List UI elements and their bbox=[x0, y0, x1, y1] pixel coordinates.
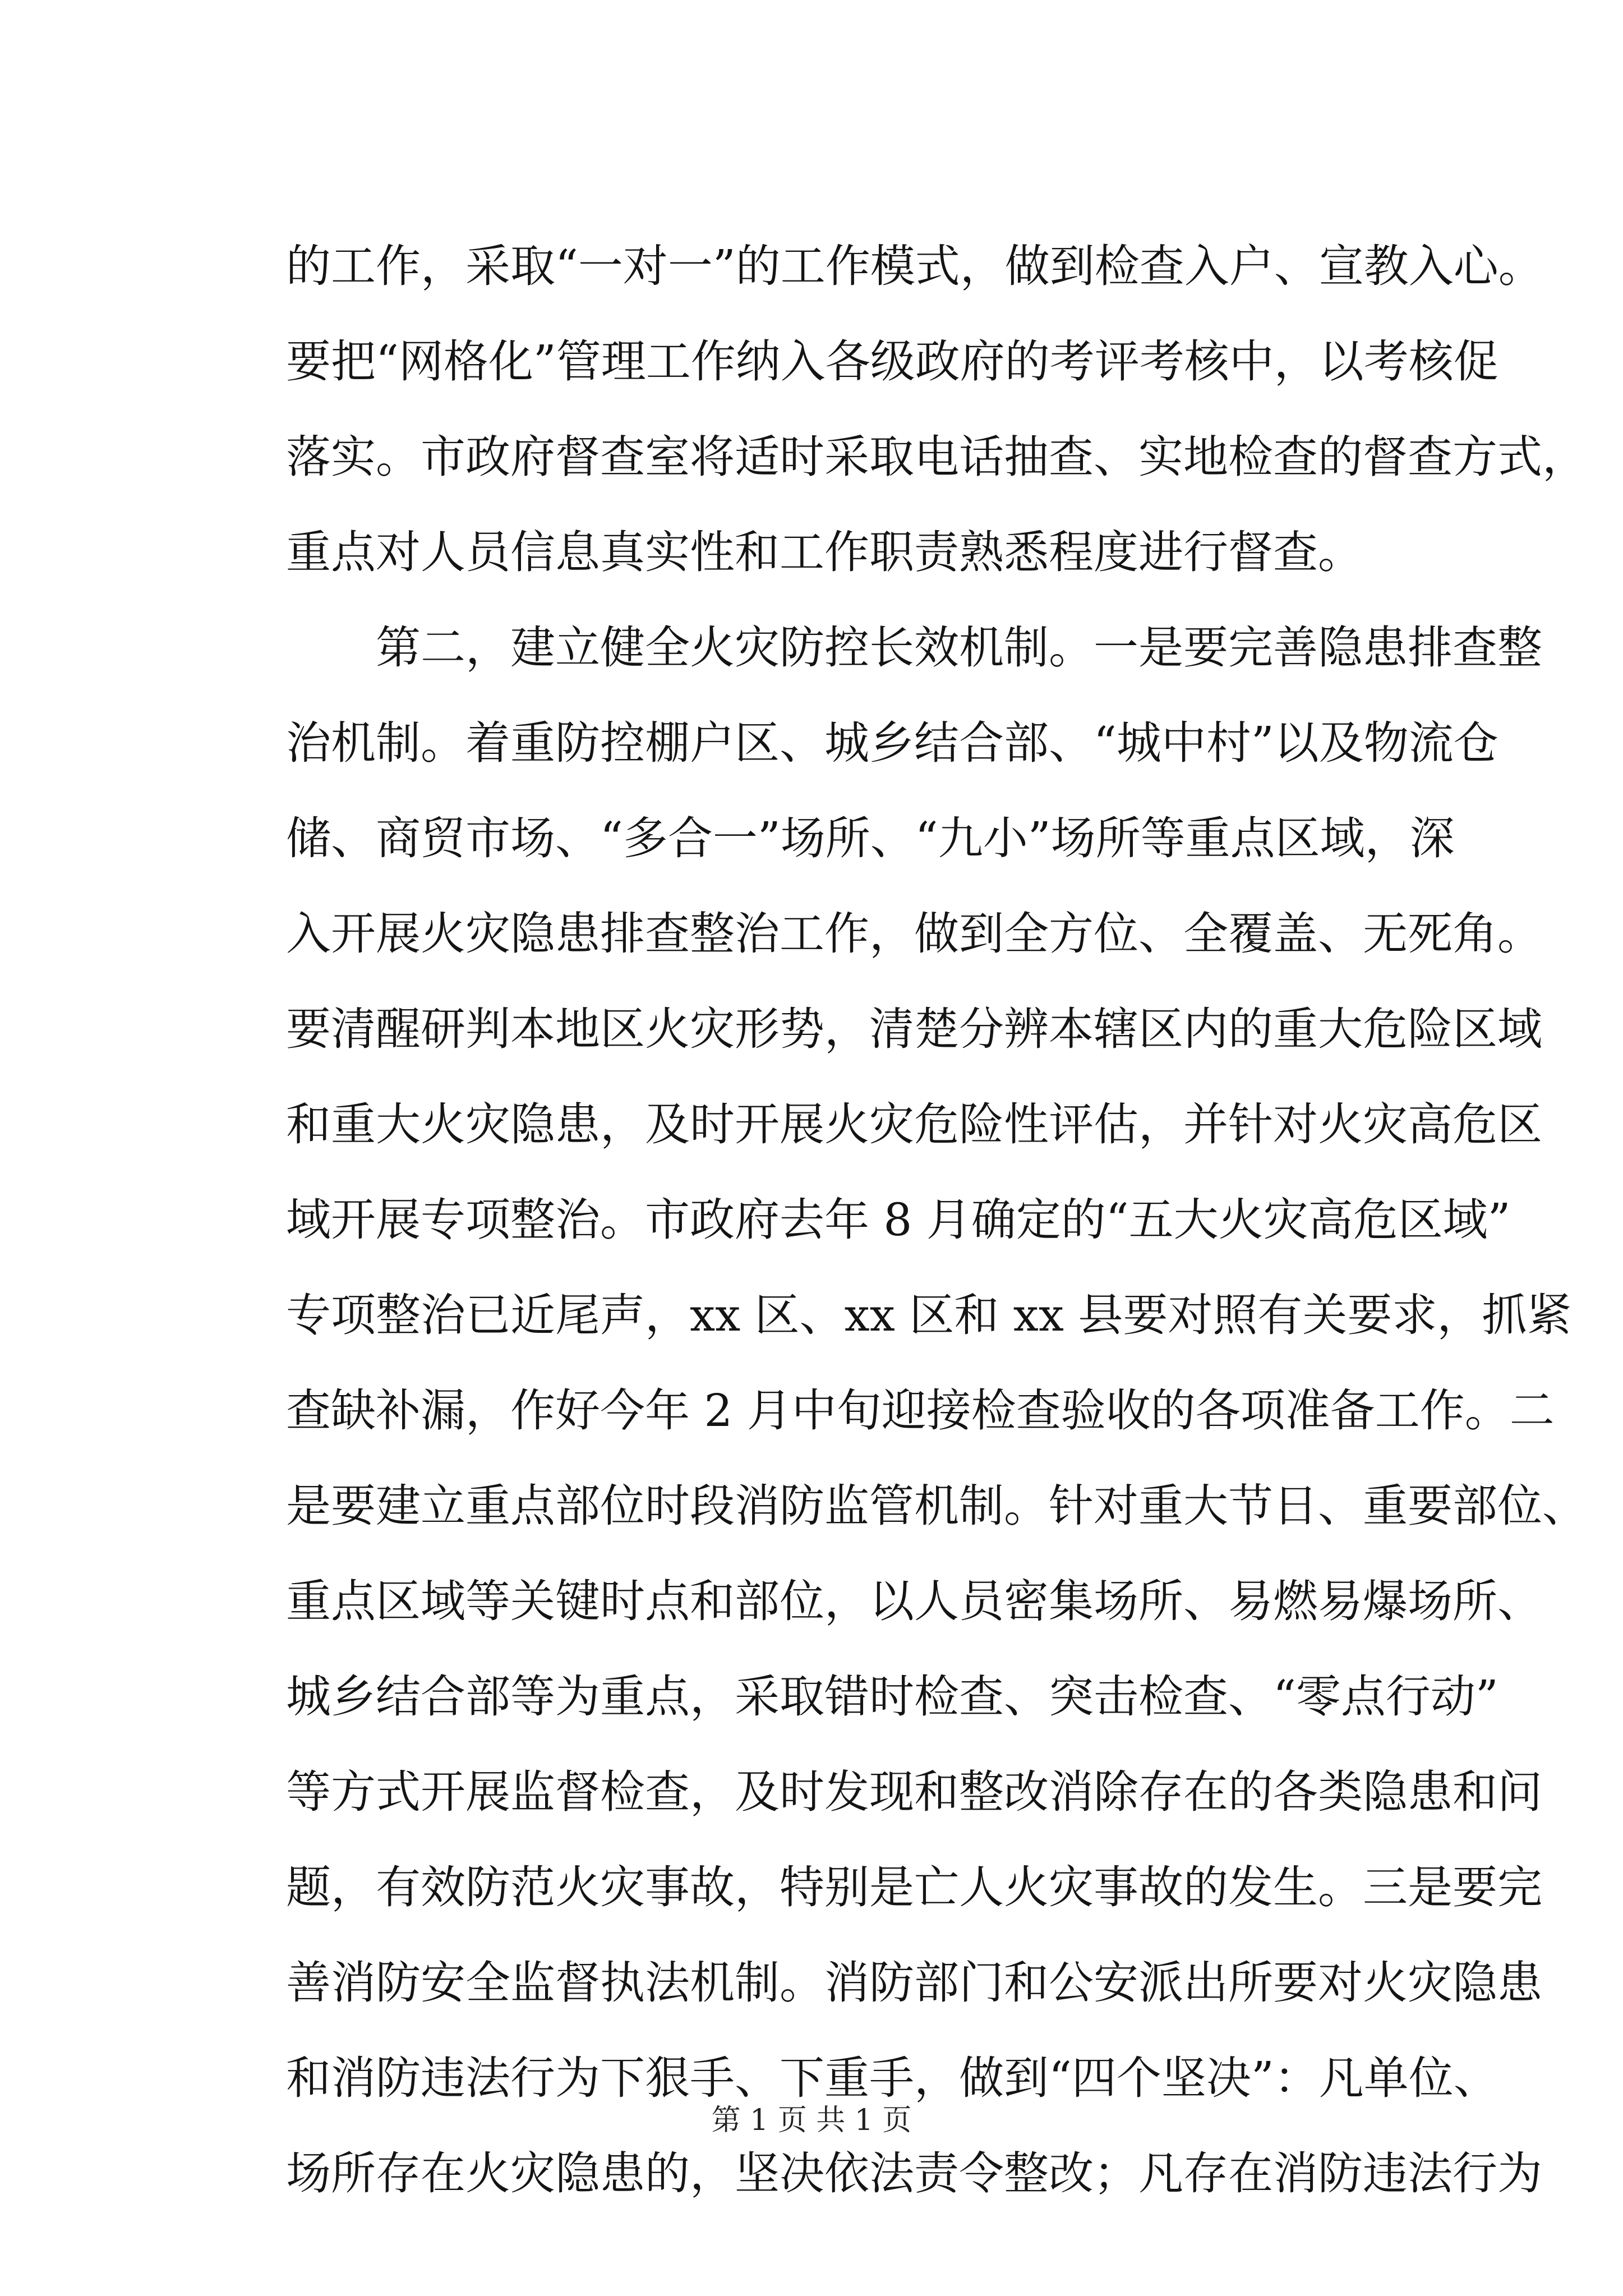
text-line: 和重大火灾隐患，及时开展火灾危险性评估，并针对火灾高危区 bbox=[286, 1098, 1542, 1151]
text-line: 城乡结合部等为重点，采取错时检查、突击检查、“零点行动” bbox=[286, 1671, 1498, 1723]
document-body bbox=[286, 219, 1587, 2221]
text-line: 是要建立重点部位时段消防监管机制。针对重大节日、重要部位、 bbox=[286, 1480, 1587, 1532]
text-line: 要清醒研判本地区火灾形势，清楚分辨本辖区内的重大危险区域 bbox=[286, 1003, 1542, 1055]
text-line: 和消防违法行为下狠手、下重手，做到“四个坚决”：凡单位、 bbox=[286, 2052, 1498, 2104]
page-number: 第 1 页 共 1 页 bbox=[711, 2104, 912, 2137]
text-line: 等方式开展监督检查，及时发现和整改消除存在的各类隐患和问 bbox=[286, 1766, 1542, 1818]
text-line: 的工作，采取“一对一”的工作模式，做到检查入户、宣教入心。 bbox=[286, 240, 1543, 292]
text-line: 入开展火灾隐患排查整治工作，做到全方位、全覆盖、无死角。 bbox=[286, 908, 1542, 960]
text-line: 场所存在火灾隐患的，坚决依法责令整改；凡存在消防违法行为 bbox=[286, 2147, 1542, 2200]
paragraph-first-line: 第二，建立健全火灾防控长效机制。一是要完善隐患排查整 bbox=[286, 622, 1542, 674]
text-line: 善消防安全监督执法机制。消防部门和公安派出所要对火灾隐患 bbox=[286, 1957, 1542, 2009]
page-footer bbox=[0, 2101, 1623, 2140]
text-line: 储、商贸市场、“多合一”场所、“九小”场所等重点区域，深 bbox=[286, 812, 1455, 864]
text-line: 域开展专项整治。市政府去年 8 月确定的“五大火灾高危区域” bbox=[286, 1194, 1511, 1246]
text-line: 专项整治已近尾声，xx 区、xx 区和 xx 县要对照有关要求，抓紧 bbox=[286, 1289, 1572, 1341]
text-line: 重点区域等关键时点和部位，以人员密集场所、易燃易爆场所、 bbox=[286, 1575, 1542, 1627]
text-line: 治机制。着重防控棚户区、城乡结合部、“城中村”以及物流仓 bbox=[286, 717, 1498, 769]
text-line: 查缺补漏，作好今年 2 月中旬迎接检查验收的各项准备工作。二 bbox=[286, 1384, 1555, 1437]
paragraph-end-line: 重点对人员信息真实性和工作职责熟悉程度进行督查。 bbox=[286, 526, 1363, 578]
text-line: 题，有效防范火灾事故，特别是亡人火灾事故的发生。三是要完 bbox=[286, 1861, 1542, 1913]
text-line: 要把“网格化”管理工作纳入各级政府的考评考核中，以考核促 bbox=[286, 335, 1498, 388]
text-line: 落实。市政府督查室将适时采取电话抽查、实地检查的督查方式， bbox=[286, 431, 1587, 483]
